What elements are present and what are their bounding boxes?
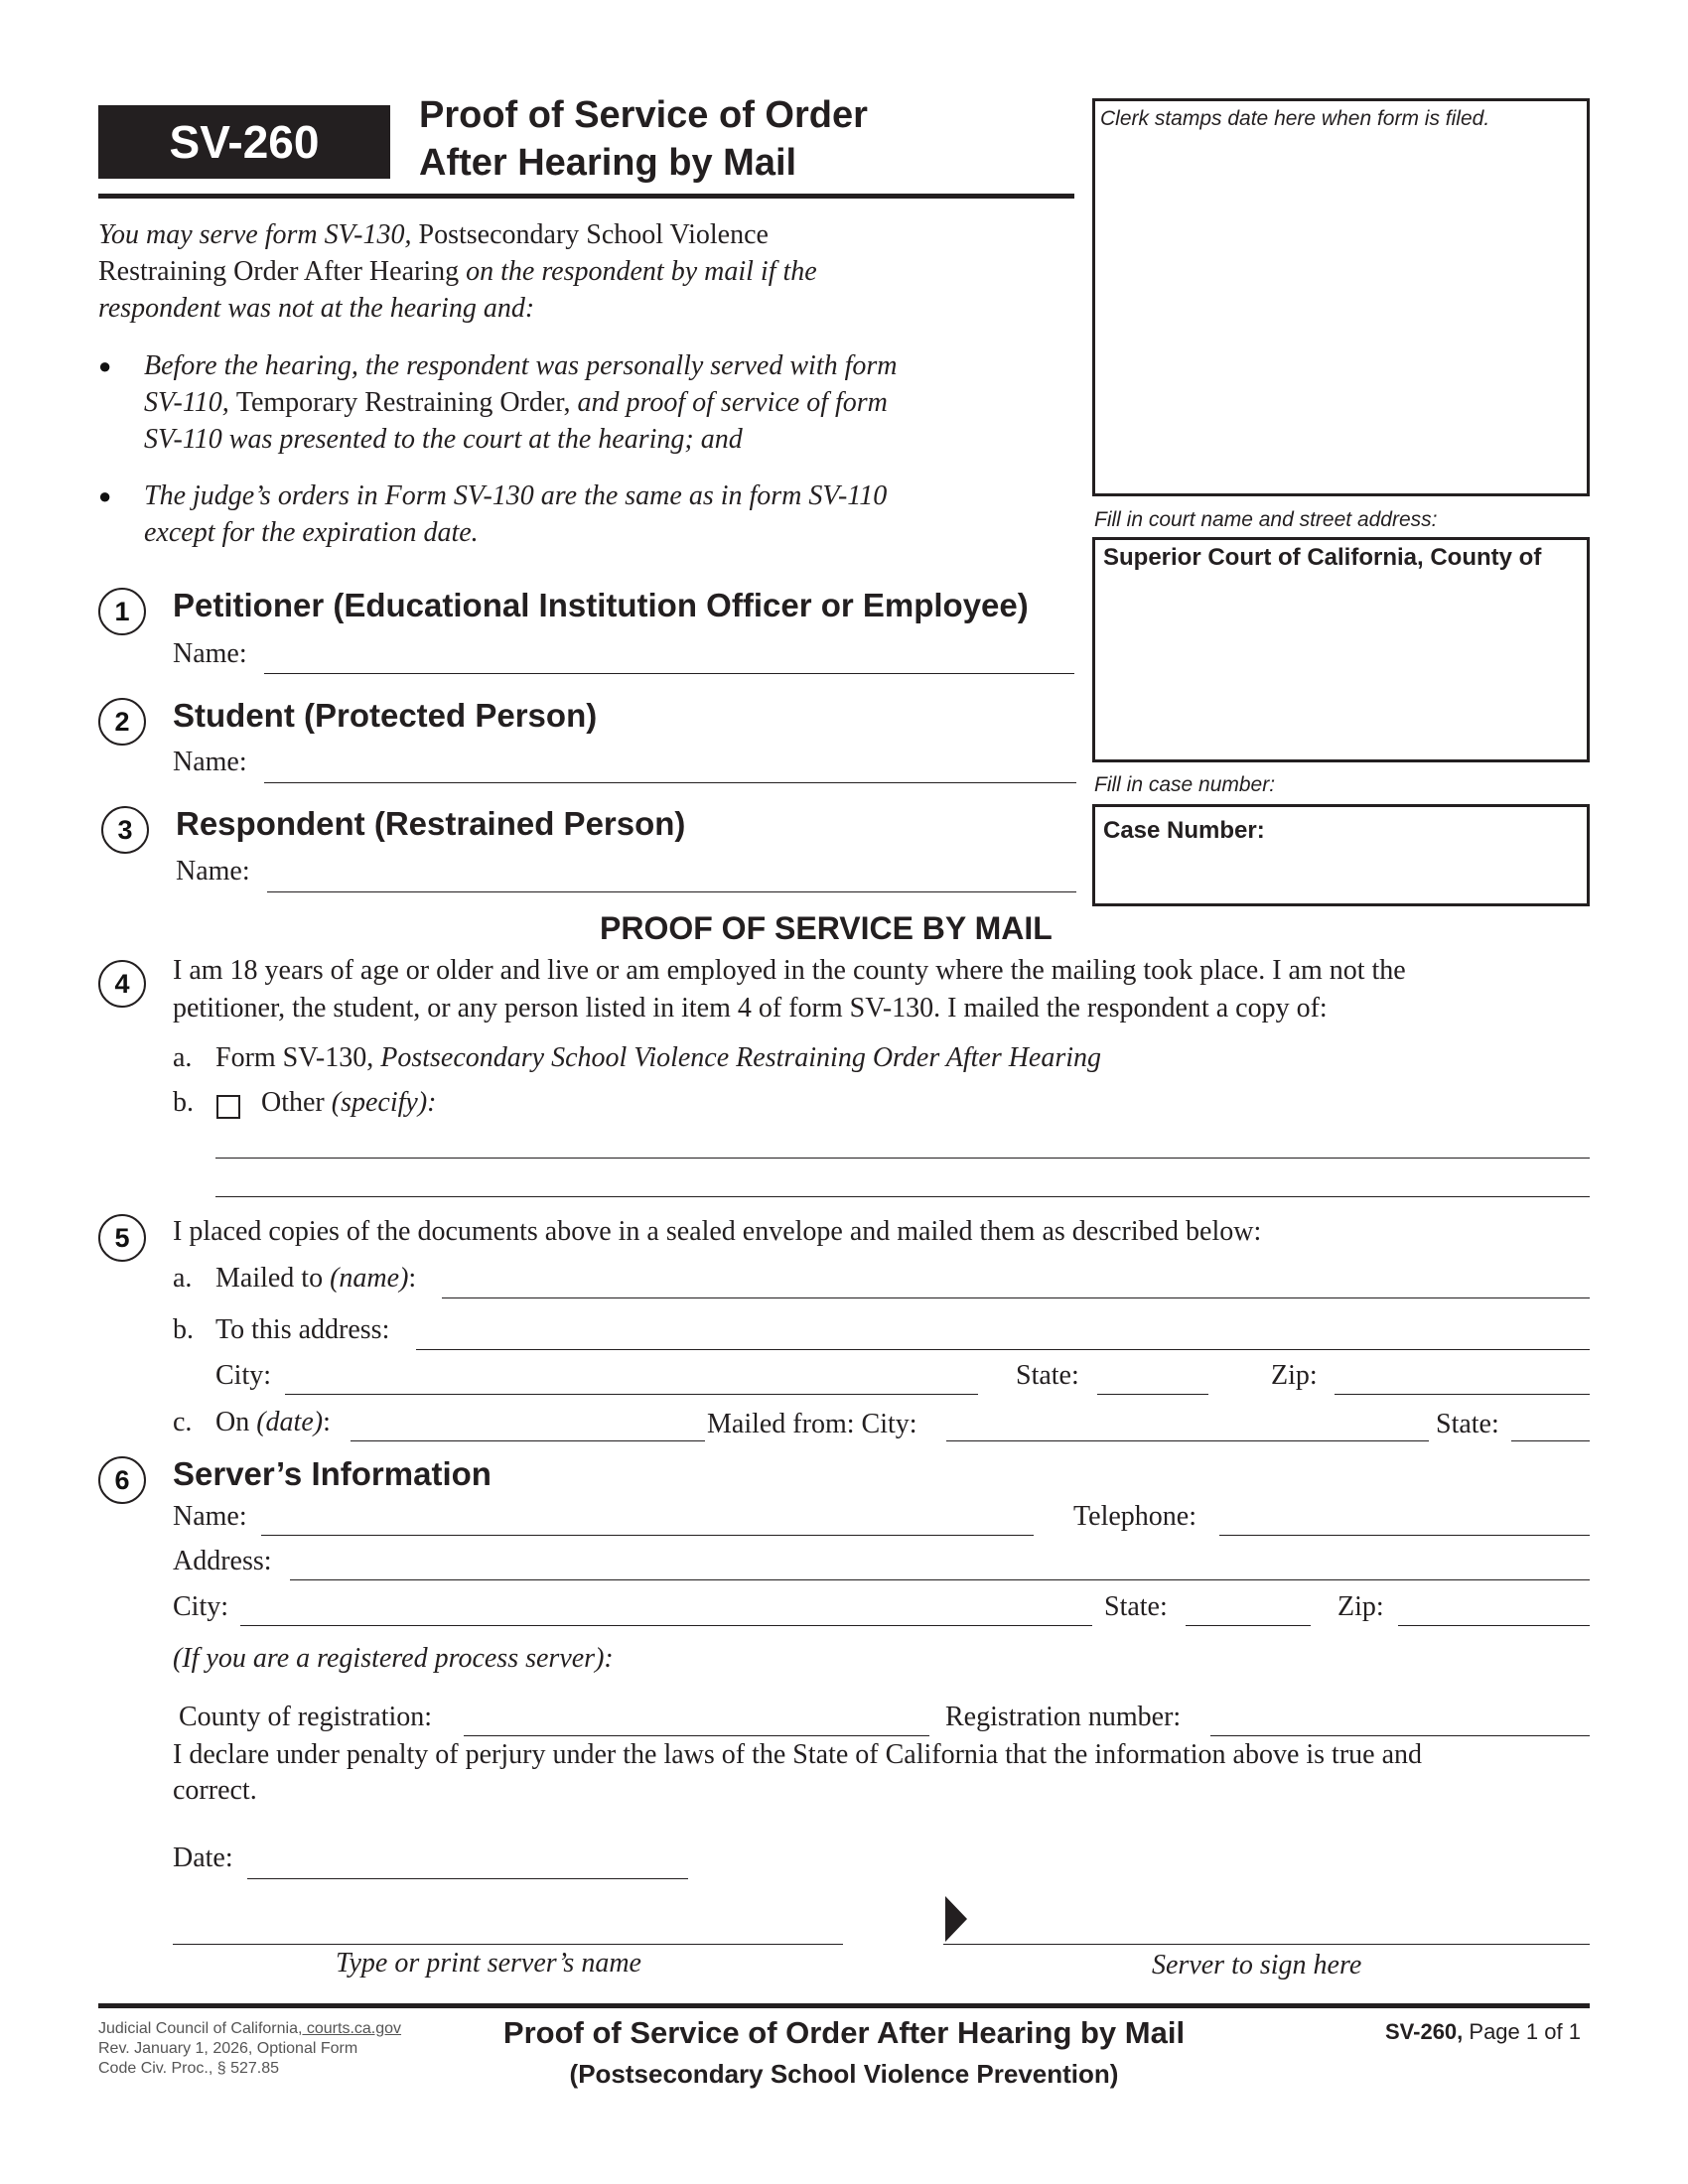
county-registration-field[interactable]: [464, 1735, 929, 1736]
item5b-label: To this address:: [215, 1314, 390, 1345]
item5a-italic: (name): [330, 1263, 409, 1294]
sign-here-caption: Server to sign here: [1152, 1950, 1362, 1980]
item1-heading: Petitioner (Educational Institution Officer or Employee): [173, 587, 1029, 623]
item5c-label: [215, 1407, 331, 1438]
intro-paragraph: [98, 216, 992, 327]
server-city-field[interactable]: [240, 1625, 1092, 1626]
item1-name-label: Name:: [173, 638, 247, 669]
server-telephone-field[interactable]: [1219, 1535, 1590, 1536]
item1-name-field[interactable]: [264, 673, 1074, 674]
case-box-caption: Fill in case number:: [1094, 773, 1276, 796]
intro-text: Temporary Restraining Order,: [235, 387, 571, 418]
mailing-state-field[interactable]: [1097, 1394, 1208, 1395]
print-name-caption: Type or print server’s name: [336, 1948, 641, 1979]
item5a-letter: a.: [173, 1263, 193, 1294]
footer-revision: Rev. January 1, 2026, Optional Form: [98, 2040, 358, 2057]
county-registration-label: County of registration:: [179, 1702, 433, 1732]
item4b-specify: (specify):: [331, 1087, 437, 1118]
item5b-zip-label: Zip:: [1271, 1360, 1318, 1391]
section-title: PROOF OF SERVICE BY MAIL: [600, 910, 1053, 946]
mailed-from-city-field[interactable]: [946, 1440, 1429, 1441]
intro-bullet-1: [144, 347, 1038, 458]
server-name-label: Name:: [173, 1501, 247, 1532]
date-label: Date:: [173, 1843, 233, 1873]
intro-text: The judge’s orders in Form SV-130 are the same as in form SV-110: [144, 480, 888, 511]
footer-code: Code Civ. Proc., § 527.85: [98, 2060, 280, 2077]
server-city-label: City:: [173, 1591, 229, 1622]
item-number-circle: 2: [98, 698, 146, 746]
item5c-letter: c.: [173, 1407, 193, 1437]
server-address-label: Address:: [173, 1546, 272, 1576]
mailing-zip-field[interactable]: [1335, 1394, 1590, 1395]
item3-name-label: Name:: [176, 856, 250, 887]
clerk-stamp-caption: Clerk stamps date here when form is filed.: [1100, 107, 1490, 130]
item5c-text: On: [215, 1407, 257, 1437]
footer-rule: [98, 2003, 1590, 2008]
item-number-circle: 5: [98, 1214, 146, 1262]
footer-publisher: [98, 2019, 401, 2079]
item2-name-label: Name:: [173, 747, 247, 777]
form-title: [419, 91, 868, 187]
item5c-colon: :: [323, 1407, 331, 1437]
registration-number-label: Registration number:: [945, 1702, 1182, 1732]
court-box-caption: Fill in court name and street address:: [1094, 508, 1438, 531]
form-title-line1: Proof of Service of Order: [419, 94, 868, 136]
item4a-letter: a.: [173, 1042, 193, 1073]
server-zip-field[interactable]: [1398, 1625, 1590, 1626]
header-rule: [98, 194, 1074, 199]
court-name-label: Superior Court of California, County of: [1103, 544, 1542, 571]
intro-text: Postsecondary School Violence: [418, 219, 769, 250]
signature-date-field[interactable]: [247, 1878, 688, 1879]
mailed-from-state-field[interactable]: [1511, 1440, 1590, 1441]
court-name-box[interactable]: [1092, 537, 1590, 762]
intro-text: respondent was not at the hearing and:: [98, 293, 535, 324]
item-number-circle: 6: [98, 1456, 146, 1504]
item5c-italic: (date): [256, 1407, 324, 1437]
item5a-label: [215, 1263, 416, 1295]
item5b-letter: b.: [173, 1314, 194, 1345]
case-number-label: Case Number:: [1103, 817, 1265, 844]
footer-title: Proof of Service of Order After Hearing by Mail: [502, 2015, 1186, 2050]
declaration-line2: correct.: [173, 1775, 257, 1806]
item4b-other-checkbox[interactable]: [216, 1095, 240, 1119]
item3-heading: Respondent (Restrained Person): [176, 805, 686, 842]
item5-intro: I placed copies of the documents above in a sealed envelope and mailed them as described below:: [173, 1216, 1262, 1247]
mailing-address-field[interactable]: [416, 1349, 1590, 1350]
intro-text: You may serve form SV-130,: [98, 219, 419, 250]
case-number-box[interactable]: [1092, 804, 1590, 906]
mailed-from-state-label: State:: [1436, 1409, 1499, 1439]
server-state-label: State:: [1104, 1591, 1168, 1622]
server-state-field[interactable]: [1186, 1625, 1311, 1626]
server-address-field[interactable]: [290, 1579, 1590, 1580]
item4a-label: Form SV-130,: [215, 1042, 381, 1073]
declaration-line1: I declare under penalty of perjury under the laws of the State of California that the information above is true and: [173, 1739, 1423, 1770]
mailing-date-field[interactable]: [351, 1440, 705, 1441]
intro-text: SV-110,: [144, 387, 236, 418]
item2-heading: Student (Protected Person): [173, 697, 598, 734]
footer-form-id: SV-260,: [1385, 2019, 1464, 2044]
registered-server-note: (If you are a registered process server):: [173, 1643, 614, 1674]
form-title-line2: After Hearing by Mail: [419, 142, 797, 184]
sign-here-arrow-icon: [943, 1894, 969, 1944]
item4b-specify-line-2[interactable]: [215, 1196, 1590, 1197]
item3-name-field[interactable]: [267, 891, 1076, 892]
item4-line1: I am 18 years of age or older and live or am employed in the county where the mailing took place. I am not the: [173, 955, 1406, 986]
footer-page-number: Page 1 of 1: [1463, 2019, 1581, 2044]
print-name-line[interactable]: [173, 1944, 843, 1945]
server-telephone-label: Telephone:: [1073, 1501, 1196, 1532]
bullet-dot: ●: [98, 483, 112, 508]
mailing-city-field[interactable]: [285, 1394, 978, 1395]
item4-line2: petitioner, the student, or any person listed in item 4 of form SV-130. I mailed the respondent a copy of:: [173, 993, 1328, 1024]
item5a-colon: :: [408, 1263, 417, 1294]
footer-council: Judicial Council of California,: [98, 2020, 303, 2037]
intro-text: SV-110 was presented to the court at the hearing; and: [144, 424, 743, 455]
form-id-badge: SV-260: [98, 105, 390, 179]
item-number-circle: 1: [98, 588, 146, 635]
item-number-circle: 3: [101, 806, 149, 854]
item4b-label: Other: [261, 1087, 332, 1118]
server-name-field[interactable]: [261, 1535, 1034, 1536]
intro-text: Before the hearing, the respondent was personally served with form: [144, 350, 898, 381]
server-signature-line[interactable]: [943, 1944, 1590, 1945]
item-number-circle: 4: [98, 960, 146, 1008]
item5b-city-label: City:: [215, 1360, 272, 1391]
footer-subtitle: (Postsecondary School Violence Prevention): [569, 2059, 1119, 2089]
footer-site-link[interactable]: courts.ca.gov: [302, 2020, 402, 2037]
intro-bullet-2: [144, 478, 1038, 551]
intro-text: Restraining Order After Hearing: [98, 256, 460, 287]
item4b-letter: b.: [173, 1087, 194, 1118]
bullet-dot: ●: [98, 353, 112, 378]
item4a-form-name: Postsecondary School Violence Restraining Order After Hearing: [380, 1042, 1102, 1073]
registration-number-field[interactable]: [1210, 1735, 1590, 1736]
item4b-text: [261, 1087, 436, 1119]
intro-text: on the respondent by mail if the: [459, 256, 817, 287]
item4b-specify-line-1[interactable]: [215, 1158, 1590, 1159]
item5a-text: Mailed to: [215, 1263, 331, 1294]
item2-name-field[interactable]: [264, 782, 1076, 783]
server-zip-label: Zip:: [1337, 1591, 1384, 1622]
item4a-text: [215, 1042, 1101, 1074]
mailed-from-city-label: Mailed from: City:: [707, 1409, 917, 1439]
item6-heading: Server’s Information: [173, 1455, 492, 1492]
clerk-stamp-box[interactable]: [1092, 98, 1590, 496]
intro-text: except for the expiration date.: [144, 517, 479, 548]
mailed-to-name-field[interactable]: [442, 1297, 1590, 1298]
intro-text: and proof of service of form: [570, 387, 888, 418]
item5b-state-label: State:: [1016, 1360, 1079, 1391]
footer-page-info: [1385, 2019, 1581, 2045]
